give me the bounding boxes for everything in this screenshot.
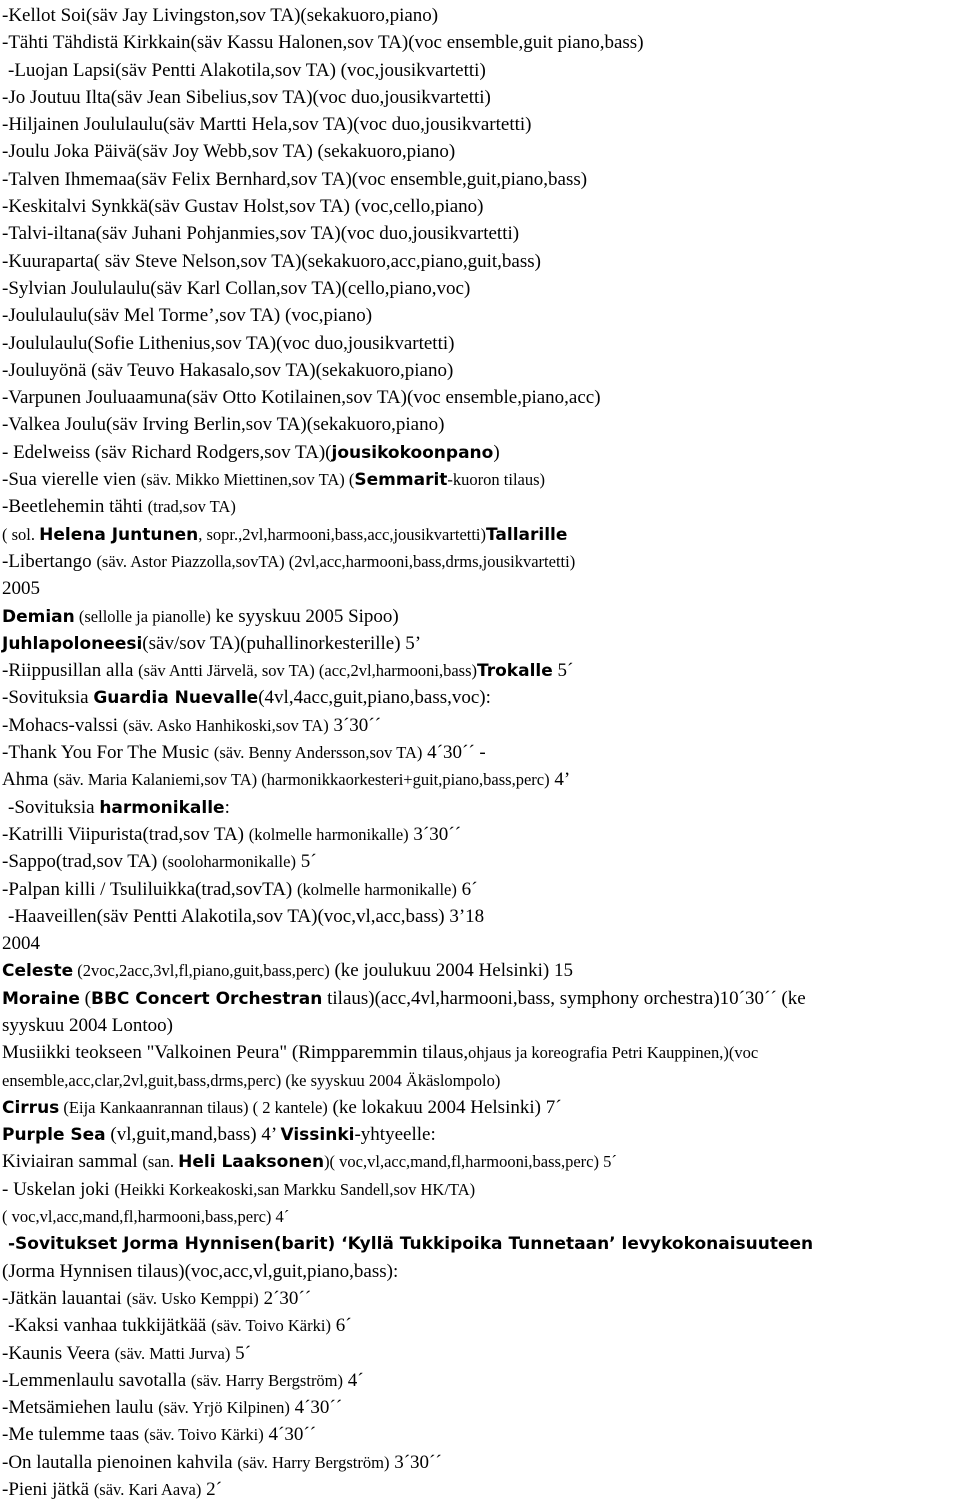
line-text: 2005 xyxy=(2,578,40,600)
line-text: -Joululaulu(Sofie Lithenius,sov TA)(voc duo,jousikvartetti) xyxy=(2,332,455,354)
line-text: Musiikki teokseen "Valkoinen Peura" (Rimpparemmin tilaus, xyxy=(2,1042,469,1064)
line-text: -Keskitalvi Synkkä(säv Gustav Holst,sov TA) (voc,cello,piano) xyxy=(2,196,484,218)
text-line xyxy=(0,739,960,766)
bold-text: jousikokoonpano xyxy=(331,442,494,463)
text-line xyxy=(0,1312,960,1339)
line-text: (sellolle ja pianolle) xyxy=(74,606,211,626)
text-line xyxy=(0,903,960,930)
line-text: -Sappo(trad,sov TA) xyxy=(2,851,163,873)
line-text: (säv. Toivo Kärki) xyxy=(211,1316,331,1336)
line-text: (säv Antti Järvelä, sov TA) (acc,2vl,harmooni,bass) xyxy=(138,661,477,681)
bold-text: BBC Concert Orchestran xyxy=(91,988,323,1009)
line-text: (säv. Asko Hanhikoski,sov TA) xyxy=(122,715,329,735)
text-line xyxy=(0,684,960,711)
text-line xyxy=(0,657,960,684)
line-text: -Hiljainen Joululaulu(säv Martti Hela,sov TA)(voc duo,jousikvartetti) xyxy=(2,114,532,136)
line-text: (säv. Kari Aava) xyxy=(93,1480,202,1500)
text-line xyxy=(0,439,960,466)
line-text: -Lemmenlaulu savotalla xyxy=(2,1369,191,1391)
line-text: -Jo Joutuu Ilta(säv Jean Sibelius,sov TA)(voc duo,jousikvartetti) xyxy=(2,86,491,108)
line-text: 3´30´´ xyxy=(389,1451,442,1473)
line-text: (4vl,4acc,guit,piano,bass,voc): xyxy=(258,687,491,709)
line-text: 4´30´´ xyxy=(263,1424,316,1446)
line-text: -Sovituksia xyxy=(8,796,100,818)
line-text: -Jätkän lauantai xyxy=(2,1287,127,1309)
text-line xyxy=(0,521,960,548)
line-text: -Me tulemme taas xyxy=(2,1424,144,1446)
line-text: 3´30´´ xyxy=(328,714,381,736)
line-text: syyskuu 2004 Lontoo) xyxy=(2,1014,173,1036)
bold-text: Helena Juntunen xyxy=(39,524,199,545)
text-line xyxy=(0,603,960,630)
line-text: -Palpan killi / Tsuliluikka(trad,sovTA) xyxy=(2,878,297,900)
text-line xyxy=(0,876,960,903)
line-text: (ke joulukuu 2004 Helsinki) 15 xyxy=(329,960,574,982)
text-line xyxy=(0,29,960,56)
line-text: -Sovituksia xyxy=(2,687,94,709)
line-text: -Varpunen Jouluaamuna(säv Otto Kotilainen,sov TA)(voc ensemble,piano,acc) xyxy=(2,387,601,409)
line-text: -Sylvian Joululaulu(säv Karl Collan,sov TA)(cello,piano,voc) xyxy=(2,277,471,299)
text-line xyxy=(0,930,960,957)
line-text: -Libertango xyxy=(2,550,97,572)
line-text: 4´ xyxy=(343,1369,364,1391)
line-text: ) xyxy=(493,441,500,463)
bold-text: harmonikalle xyxy=(99,797,225,818)
line-text: -Kaksi vanhaa tukkijätkää xyxy=(8,1315,212,1337)
line-text: 4’ xyxy=(549,769,571,791)
line-text: 6´ xyxy=(456,878,478,900)
line-text: -Talvi-iltana(säv Juhani Pohjanmies,sov TA)(voc duo,jousikvartetti) xyxy=(2,223,520,245)
text-line xyxy=(0,275,960,302)
line-text: 4´30´´ - xyxy=(422,742,486,764)
line-text: -Kellot Soi(säv Jay Livingston,sov TA)(sekakuoro,piano) xyxy=(2,5,439,26)
line-text: ( xyxy=(79,987,91,1009)
text-line xyxy=(0,1039,960,1066)
line-text: -Thank You For The Music xyxy=(2,742,214,764)
line-text: -Joululaulu(säv Mel Torme’,sov TA) (voc,piano) xyxy=(2,305,373,327)
line-text: ohjaus ja koreografia Petri Kauppinen,)(voc xyxy=(468,1043,759,1063)
line-text: 3´30´´ xyxy=(408,823,461,845)
text-line xyxy=(0,466,960,493)
line-text: Kiviairan sammal xyxy=(2,1151,143,1173)
text-line xyxy=(0,848,960,875)
text-line xyxy=(0,1285,960,1312)
line-text: (trad,sov TA) xyxy=(147,497,236,517)
bold-text: Vissinki xyxy=(280,1125,355,1146)
bold-text: Heli Laaksonen xyxy=(178,1152,325,1173)
text-line xyxy=(0,166,960,193)
text-line xyxy=(0,1012,960,1039)
bold-text: Semmarit xyxy=(354,470,448,491)
line-text: (ke lokakuu 2004 Helsinki) 7´ xyxy=(327,1096,562,1118)
text-line xyxy=(0,985,960,1012)
text-line xyxy=(0,193,960,220)
line-text: (vl,guit,mand,bass) 4’ xyxy=(105,1124,281,1146)
line-text: -Mohacs-valssi xyxy=(2,714,123,736)
line-text: 2´ xyxy=(201,1479,222,1501)
line-text: -Sua vierelle vien xyxy=(2,469,141,491)
text-line xyxy=(0,1094,960,1121)
bold-text: Celeste xyxy=(2,961,74,982)
line-text: (säv. Maria Kalaniemi,sov TA) (harmonikkaorkesteri+guit,piano,bass,perc) xyxy=(53,770,550,790)
line-text: ( sol. xyxy=(2,524,40,544)
text-line xyxy=(0,821,960,848)
line-text: Ahma xyxy=(2,769,54,791)
line-text: - Edelweiss (säv Richard Rodgers,sov TA)( xyxy=(2,441,332,463)
text-line xyxy=(0,575,960,602)
line-text: 2´30´´ xyxy=(258,1287,312,1309)
text-line xyxy=(0,57,960,84)
line-text: : xyxy=(224,796,230,818)
line-text: (sooloharmonikalle) xyxy=(162,852,296,872)
line-text: (san. xyxy=(142,1152,179,1172)
bold-text: Guardia Nuevalle xyxy=(93,688,259,709)
line-text: 4´30´´ xyxy=(289,1397,343,1419)
text-line xyxy=(0,357,960,384)
line-text: (säv. Harry Bergström) xyxy=(237,1452,390,1472)
line-text: ( voc,vl,acc,mand,fl,harmooni,bass,perc) 4´ xyxy=(2,1207,290,1227)
line-text: (2voc,2acc,3vl,fl,piano,guit,bass,perc) xyxy=(73,961,330,981)
text-line xyxy=(0,248,960,275)
line-text: -Valkea Joulu(säv Irving Berlin,sov TA)(sekakuoro,piano) xyxy=(2,414,445,436)
bold-text: Demian xyxy=(2,606,75,627)
line-text: -Joulu Joka Päivä(säv Joy Webb,sov TA) (sekakuoro,piano) xyxy=(2,141,456,163)
text-line xyxy=(0,1203,960,1230)
line-text: (Heikki Korkeakoski,san Markku Sandell,sov HK/TA) xyxy=(114,1179,476,1199)
text-line xyxy=(0,794,960,821)
line-text: -Kuuraparta( säv Steve Nelson,sov TA)(sekakuoro,acc,piano,guit,bass) xyxy=(2,250,541,272)
line-text: 6´ xyxy=(330,1315,352,1337)
text-line xyxy=(0,1421,960,1448)
line-text: (säv. Astor Piazzolla,sovTA) (2vl,acc,harmooni,bass,drms,jousikvartetti) xyxy=(96,551,576,571)
text-line xyxy=(0,1121,960,1148)
line-text: -Jouluyönä (säv Teuvo Hakasalo,sov TA)(sekakuoro,piano) xyxy=(2,359,454,381)
text-line xyxy=(0,1176,960,1203)
text-line xyxy=(0,2,960,29)
text-line xyxy=(0,1476,960,1503)
line-text: 5´ xyxy=(295,851,317,873)
text-line xyxy=(0,957,960,984)
text-line xyxy=(0,411,960,438)
line-text: (kolmelle harmonikalle) xyxy=(296,879,457,899)
text-line xyxy=(0,1230,960,1257)
line-text: tilaus)(acc,4vl,harmooni,bass, symphony orchestra)10´30´´ (ke xyxy=(322,987,806,1009)
line-text: -yhtyeelle: xyxy=(354,1124,436,1146)
line-text: -Katrilli Viipurista(trad,sov TA) xyxy=(2,823,249,845)
text-line xyxy=(0,1367,960,1394)
text-line xyxy=(0,1449,960,1476)
text-line xyxy=(0,766,960,793)
bold-text: -Sovitukset Jorma Hynnisen(barit) ‘Kyllä Tukkipoika Tunnetaan’ levykokonaisuuteen xyxy=(8,1234,814,1255)
bold-text: Tallarille xyxy=(486,524,568,545)
line-text: -Kaunis Veera xyxy=(2,1342,115,1364)
text-line xyxy=(0,1394,960,1421)
line-text: - Uskelan joki xyxy=(2,1178,115,1200)
line-text: (säv. Mikko Miettinen,sov TA) ( xyxy=(140,470,355,490)
text-line xyxy=(0,302,960,329)
line-text: (säv. Matti Jurva) xyxy=(114,1343,231,1363)
text-line xyxy=(0,548,960,575)
line-text: -On lautalla pienoinen kahvila xyxy=(2,1451,238,1473)
bold-text: Trokalle xyxy=(477,661,553,682)
bold-text: Purple Sea xyxy=(2,1125,106,1146)
line-text: -kuoron tilaus) xyxy=(447,470,546,490)
bold-text: Juhlapoloneesi xyxy=(2,633,143,654)
text-line xyxy=(0,630,960,657)
text-line xyxy=(0,220,960,247)
line-text: ensemble,acc,clar,2vl,guit,bass,drms,perc) xyxy=(2,1070,282,1090)
text-line xyxy=(0,384,960,411)
line-text: -Beetlehemin tähti xyxy=(2,496,148,518)
line-text: -Tähti Tähdistä Kirkkain(säv Kassu Halonen,sov TA)(voc ensemble,guit piano,bass) xyxy=(2,32,644,54)
line-text: (säv. Yrjö Kilpinen) xyxy=(158,1398,290,1418)
line-text: 5´ xyxy=(552,660,574,682)
bold-text: Moraine xyxy=(2,988,80,1009)
line-text: (Eija Kankaanrannan tilaus) ( 2 kantele) xyxy=(59,1097,328,1117)
bold-text: Cirrus xyxy=(2,1097,60,1118)
line-text: 2004 xyxy=(2,933,40,955)
line-text: -Luojan Lapsi(säv Pentti Alakotila,sov TA) (voc,jousikvartetti) xyxy=(8,59,486,81)
line-text: (säv. Toivo Kärki) xyxy=(143,1425,264,1445)
text-line xyxy=(0,138,960,165)
line-text: (säv/sov TA)(puhallinorkesterille) 5’ xyxy=(142,632,422,654)
line-text: (säv. Usko Kemppi) xyxy=(126,1288,259,1308)
text-line xyxy=(0,493,960,520)
line-text: -Metsämiehen laulu xyxy=(2,1397,159,1419)
line-text: (ke syyskuu 2004 Äkäslompolo) xyxy=(281,1070,501,1090)
text-line xyxy=(0,1258,960,1285)
text-line xyxy=(0,84,960,111)
line-text: -Talven Ihmemaa(säv Felix Bernhard,sov TA)(voc ensemble,guit,piano,bass) xyxy=(2,168,588,190)
text-line xyxy=(0,111,960,138)
text-line xyxy=(0,712,960,739)
line-text: (kolmelle harmonikalle) xyxy=(248,824,409,844)
line-text: (Jorma Hynnisen tilaus)(voc,acc,vl,guit,piano,bass): xyxy=(2,1260,399,1282)
text-line xyxy=(0,1067,960,1094)
text-line xyxy=(0,1148,960,1175)
line-text: ke syyskuu 2005 Sipoo) xyxy=(210,605,399,627)
line-text: , sopr.,2vl,harmooni,bass,acc,jousikvartetti) xyxy=(198,524,487,544)
line-text: (säv. Harry Bergström) xyxy=(190,1370,344,1390)
line-text: -Pieni jätkä xyxy=(2,1479,94,1501)
line-text: )( voc,vl,acc,mand,fl,harmooni,bass,perc) 5´ xyxy=(324,1152,617,1172)
text-line xyxy=(0,330,960,357)
line-text: 5´ xyxy=(230,1342,251,1364)
line-text: -Haaveillen(säv Pentti Alakotila,sov TA)(voc,vl,acc,bass) 3’18 xyxy=(8,905,485,927)
text-line xyxy=(0,1340,960,1367)
line-text: -Riippusillan alla xyxy=(2,660,139,682)
line-text: (säv. Benny Andersson,sov TA) xyxy=(213,743,423,763)
